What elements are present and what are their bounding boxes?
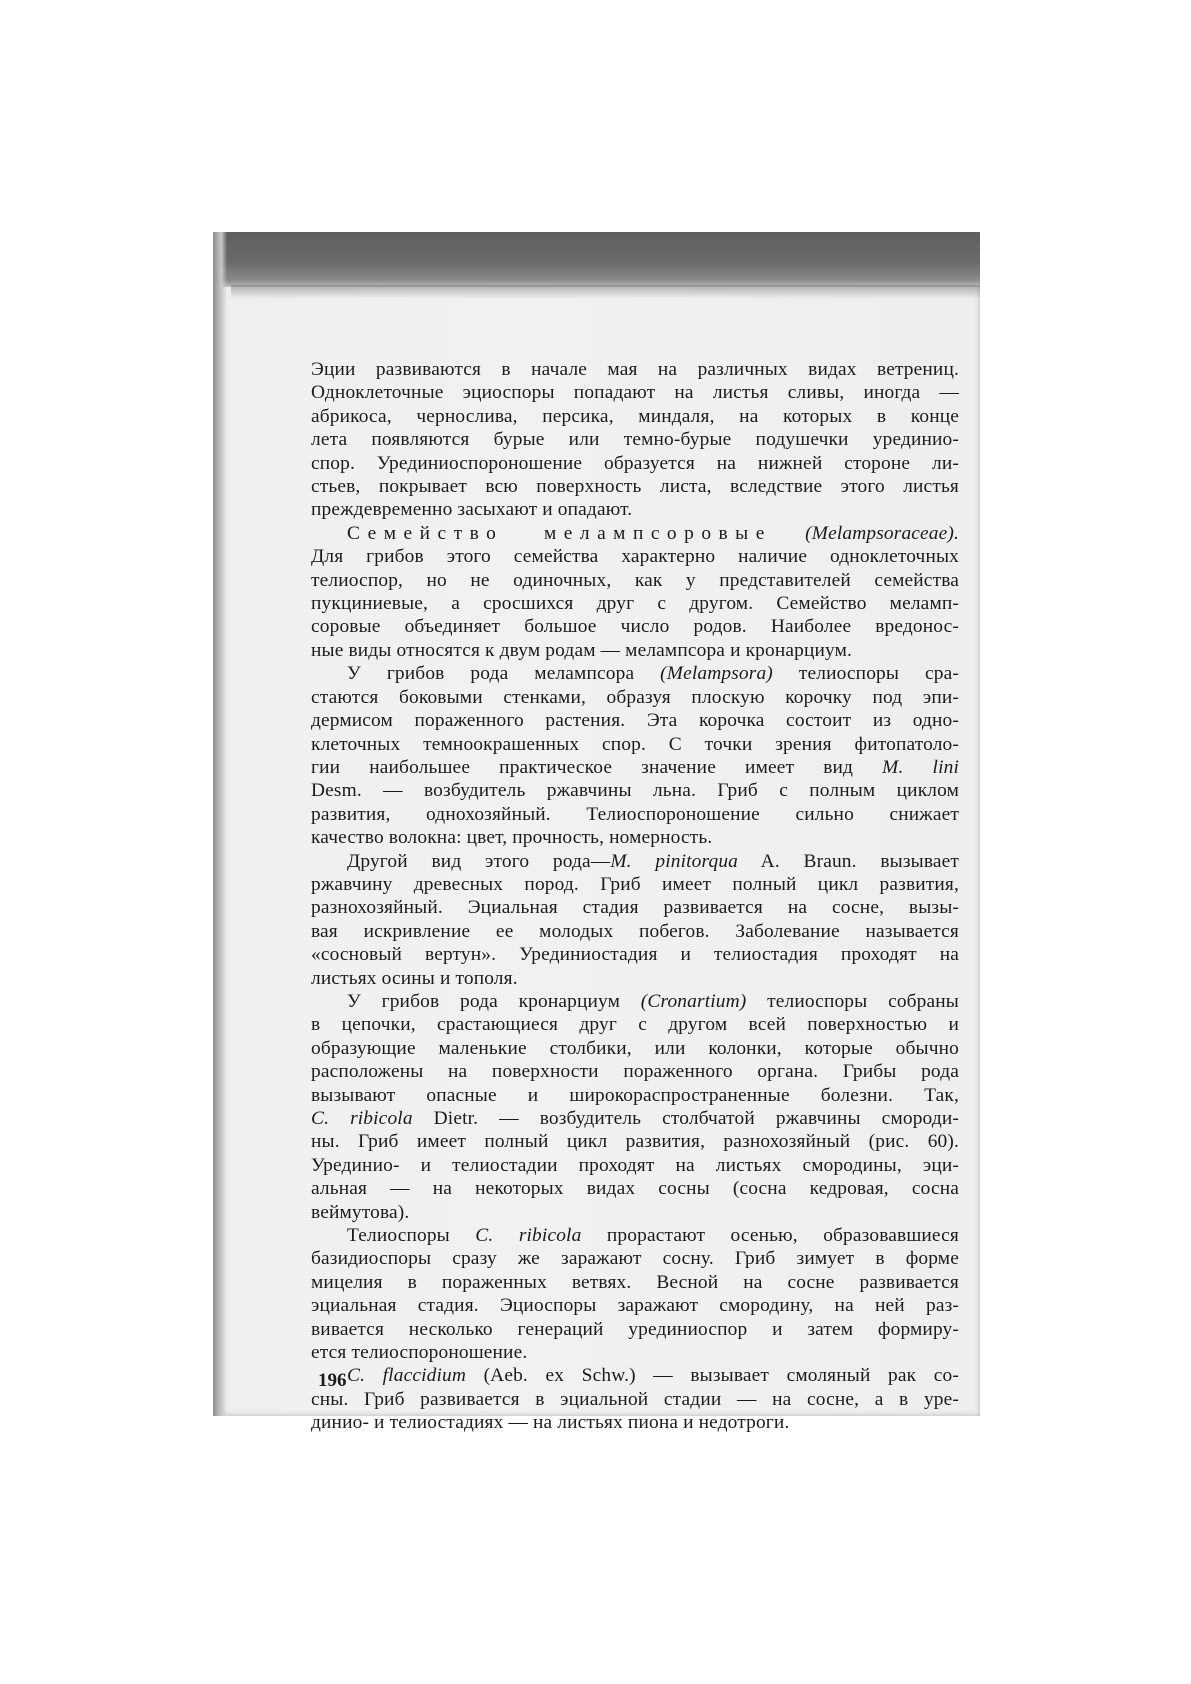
text-line [311, 522, 959, 545]
text-segment: образующие маленькие столбики, или колонки, которые обычно [311, 1037, 959, 1059]
paragraph [311, 990, 959, 1224]
latin-name: C. ribicola [475, 1225, 582, 1247]
text-segment: Другой вид этого рода— [347, 850, 611, 872]
paragraph [311, 522, 959, 662]
text-line [311, 920, 959, 943]
text-line [311, 896, 959, 919]
text-line [311, 709, 959, 732]
text-segment: базидиоспоры сразу же заражают сосну. Гриб зимует в форме [311, 1248, 959, 1270]
paragraph [311, 850, 959, 990]
text-segment: вая искривление ее молодых побегов. Заболевание называется [311, 920, 959, 942]
text-segment: Эции развиваются в начале мая на различных видах ветрениц. [311, 359, 959, 380]
text-segment: разнохозяйный. Эциальная стадия развивается на сосне, вызы- [311, 897, 959, 919]
text-line [311, 545, 959, 568]
latin-name: C. ribicola [311, 1108, 413, 1129]
text-segment: ржавчину древесных пород. Гриб имеет полный цикл развития, [311, 873, 959, 895]
page-number: 196 [318, 1370, 347, 1391]
text-line [311, 873, 959, 896]
text-segment: мицелия в пораженных ветвях. Весной на сосне развивается [311, 1271, 959, 1293]
body-text [311, 358, 959, 1435]
paragraph [311, 1364, 959, 1434]
text-line [311, 1341, 959, 1364]
text-segment: листьях осины и тополя. [311, 967, 518, 989]
text-segment: лета появляются бурые или темно-бурые подушечки урединио- [311, 429, 959, 451]
text-segment: абрикоса, чернослива, персика, миндаля, на которых в конце [311, 405, 959, 427]
text-line [311, 1013, 959, 1036]
text-segment: клеточных темноокрашенных спор. С точки зрения фитопатоло- [311, 733, 959, 755]
text-line [311, 1060, 959, 1083]
text-line [311, 1037, 959, 1060]
text-segment: Урединио- и телиостадии проходят на листьях смородины, эци- [311, 1154, 959, 1176]
text-segment: У грибов рода кронарциум [347, 990, 641, 1012]
text-segment: расположены на поверхности пораженного органа. Грибы рода [311, 1061, 959, 1083]
text-line [311, 1154, 959, 1177]
text-line [311, 733, 959, 756]
text-segment: Телиоспоры [347, 1225, 476, 1247]
text-segment: телиоспоры сра- [772, 663, 959, 685]
text-segment: (Aeb. ex Schw.) — вызывает смоляный рак со- [466, 1365, 959, 1387]
text-line [311, 1271, 959, 1294]
text-line [311, 1130, 959, 1153]
text-segment: сны. Гриб развивается в эциальной стадии — на сосне, а в уре- [311, 1388, 959, 1410]
text-line [311, 1294, 959, 1317]
text-segment: спор. Урединиоспороношение образуется на нижней стороне ли- [311, 452, 959, 474]
text-segment: прорастают осенью, образовавшиеся [581, 1225, 959, 1247]
text-segment: Dietr. — возбудитель столбчатой ржавчины смороди- [412, 1108, 959, 1129]
text-segment: Одноклеточные эциоспоры попадают на листья сливы, иногда — [311, 382, 959, 404]
text-segment: вызывают опасные и широкораспространенные болезни. Так, [311, 1084, 959, 1106]
text-line [311, 358, 959, 381]
text-line [311, 1107, 959, 1130]
latin-name: M. pinitorqua [610, 850, 739, 872]
text-segment: качество волокна: цвет, прочность, номерность. [311, 827, 713, 849]
text-segment: преждевременно засыхают и опадают. [311, 499, 633, 521]
text-line [311, 1318, 959, 1341]
text-segment: альная — на некоторых видах сосны (сосна кедровая, сосна [311, 1178, 959, 1200]
text-line [311, 428, 959, 451]
text-line [311, 475, 959, 498]
text-segment: пукциниевые, а сросшихся друг с другом. Семейство меламп- [311, 593, 959, 615]
text-segment: динио- и телиостадиях — на листьях пиона и недотроги. [311, 1412, 790, 1434]
text-segment: стаются боковыми стенками, образуя плоскую корочку под эпи- [311, 686, 959, 708]
text-segment: У грибов рода мелампсора [347, 663, 661, 685]
text-line [311, 662, 959, 685]
text-segment: Desm. — возбудитель ржавчины льна. Гриб с полным циклом [311, 780, 959, 802]
text-segment: соровые объединяет большое число родов. Наиболее вредонос- [311, 616, 959, 638]
paragraph [311, 1224, 959, 1364]
text-segment: эциальная стадия. Эциоспоры заражают смородину, на ней раз- [311, 1295, 959, 1317]
text-segment: дермисом пораженного растения. Эта корочка состоит из одно- [311, 710, 959, 732]
text-segment: в цепочки, срастающиеся друг с другом всей поверхностью и [311, 1014, 959, 1036]
text-line [311, 756, 959, 779]
text-segment: телиоспор, но не одиночных, как у представителей семейства [311, 569, 959, 591]
text-line [311, 569, 959, 592]
text-line [311, 1201, 959, 1224]
text-line [311, 1177, 959, 1200]
text-line [311, 990, 959, 1013]
latin-name: C. flaccidium [347, 1365, 466, 1387]
text-segment: Для грибов этого семейства характерно наличие одноклеточных [311, 546, 959, 568]
text-line [311, 1364, 959, 1387]
text-line [311, 686, 959, 709]
text-line [311, 1224, 959, 1247]
scan-shadow-left [213, 232, 227, 1416]
text-line [311, 381, 959, 404]
text-line [311, 826, 959, 849]
text-segment [772, 523, 805, 544]
section-heading: Семейство мелампсоровые [347, 522, 772, 544]
latin-name: (Melampsoraceae). [805, 522, 960, 544]
text-line [311, 1411, 959, 1434]
text-line [311, 967, 959, 990]
scan-shadow-top [213, 232, 980, 287]
text-segment: телиоспоры собраны [746, 990, 959, 1012]
text-line [311, 943, 959, 966]
latin-name: (Cronartium) [640, 990, 747, 1012]
text-line [311, 1247, 959, 1270]
text-segment: A. Braun. вызывает [738, 850, 960, 872]
paragraph [311, 662, 959, 849]
latin-name: M. lini [882, 756, 960, 778]
text-line [311, 639, 959, 662]
text-line [311, 592, 959, 615]
text-segment: ные виды относятся к двум родам — мелампсора и кронарциум. [311, 639, 853, 661]
text-segment: ны. Гриб имеет полный цикл развития, разнохозяйный (рис. 60). [311, 1131, 959, 1153]
text-line [311, 803, 959, 826]
text-line [311, 452, 959, 475]
text-line [311, 779, 959, 802]
text-line [311, 498, 959, 521]
text-line [311, 1388, 959, 1411]
text-segment: стьев, покрывает всю поверхность листа, вследствие этого листья [311, 476, 959, 498]
text-segment: ется телиоспороношение. [311, 1342, 528, 1364]
text-segment: гии наибольшее практическое значение имеет вид [311, 756, 883, 778]
text-segment: развития, однохозяйный. Телиоспороношение сильно снижает [311, 803, 959, 825]
text-line [311, 1084, 959, 1107]
text-line [311, 615, 959, 638]
text-segment: вивается несколько генераций урединиоспор и затем формиру- [311, 1318, 959, 1340]
text-segment: веймутова). [311, 1201, 410, 1223]
text-segment: «сосновый вертун». Урединиостадия и телиостадия проходят на [311, 944, 959, 966]
text-line [311, 405, 959, 428]
text-line [311, 850, 959, 873]
paragraph [311, 358, 959, 522]
latin-name: (Melampsora) [660, 663, 773, 685]
